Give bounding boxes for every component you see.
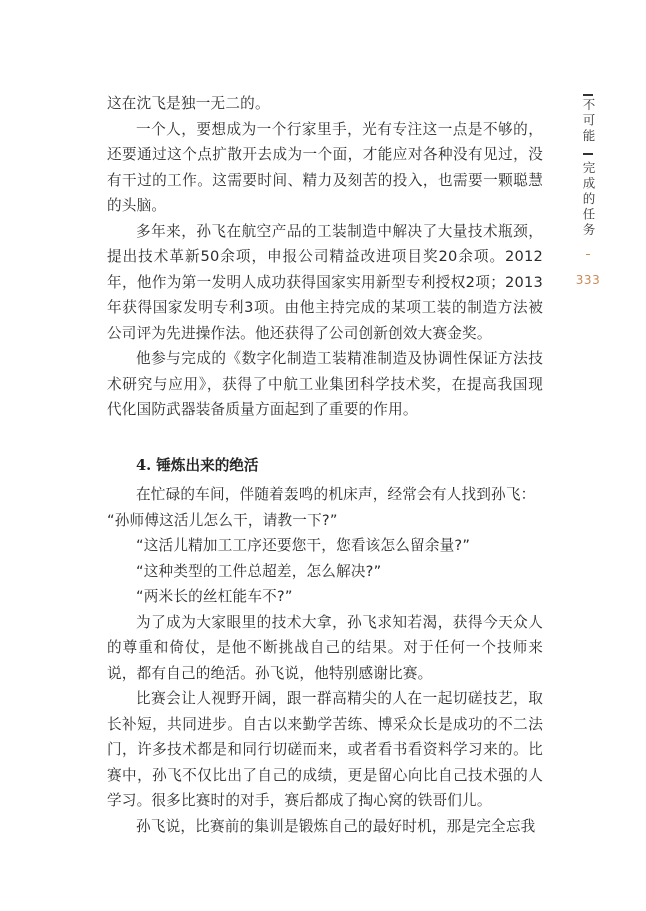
paragraph-expert: 一个人，要想成为一个行家里手，光有专注这一点是不够的，还要通过这个点扩散开去成为一个面，才能应对各种没有见过，没有干过的工作。这需要时间、精力及刻苦的投入，也需要一颗聪慧的头脑。 <box>107 120 543 214</box>
paragraph-achievements: 多年来，孙飞在航空产品的工装制造中解决了大量技术瓶颈，提出技术革新50余项，申报公司精益改进项目奖20余项。2012年，他作为第一发明人成功获得国家实用新型专利授权2项；2013年获得国家发明专利3项。由他主持完成的某项工装的制造方法被公司评为先进操作法。他还获得了公司创新创效大赛金奖。 <box>107 222 543 342</box>
page-number: 333 <box>575 273 601 287</box>
paragraph-training: 孙飞说，比赛前的集训是锻炼自己的最好时机，那是完全忘我 <box>136 817 536 835</box>
quote-line-3: “这种类型的工件总超差，怎么解决?” <box>136 562 382 580</box>
chapter-title-part1: 不可能 <box>581 98 596 145</box>
quote-line-4: “两米长的丝杠能车不?” <box>136 588 293 605</box>
quote-line-1: “孙师傅这活儿怎么干，请教一下?” <box>107 511 338 529</box>
paragraph-workshop: 在忙碌的车间，伴随着轰鸣的机床声，经常会有人找到孙飞： <box>136 486 536 503</box>
bracket-close-mark <box>583 153 593 155</box>
quote-line-2: “这活儿精加工工序还要您干，您看该怎么留余量?” <box>136 537 471 554</box>
paragraph-thirst-knowledge: 为了成为大家眼里的技术大拿，孙飞求知若渴，获得今天众人的尊重和倚仗，是他不断挑战自己的结果。对于任何一个技师来说，都有自己的绝活。孙飞说，他特别感谢比赛。 <box>107 613 543 682</box>
paragraph-competition: 比赛会让人视野开阔，跟一群高精尖的人在一起切磋技艺，取长补短，共同进步。自古以来勤学苦练、博采众长是成功的不二法门，许多技术都是和同行切磋而来，或者看书看资料学习来的。比赛中，孙飞不仅比出了自己的成绩，更是留心向比自己技术强的人学习。很多比赛时的对手，赛后都成了掏心窝的铁哥们儿。 <box>107 690 543 809</box>
bracket-open-mark <box>583 94 593 96</box>
main-text-column <box>107 91 543 839</box>
divider-dash <box>586 254 590 255</box>
paragraph-continuation: 这在沈飞是独一无二的。 <box>107 95 270 112</box>
section-heading: 4. 锤炼出来的绝活 <box>136 456 259 474</box>
chapter-title-part2: 完成的任务 <box>581 160 596 238</box>
running-header-side <box>577 94 599 287</box>
paragraph-award: 他参与完成的《数字化制造工装精准制造及协调性保证方法技术研究与应用》，获得了中航工业集团科学技术奖，在提高我国现代化国防武器装备质量方面起到了重要的作用。 <box>107 350 543 418</box>
